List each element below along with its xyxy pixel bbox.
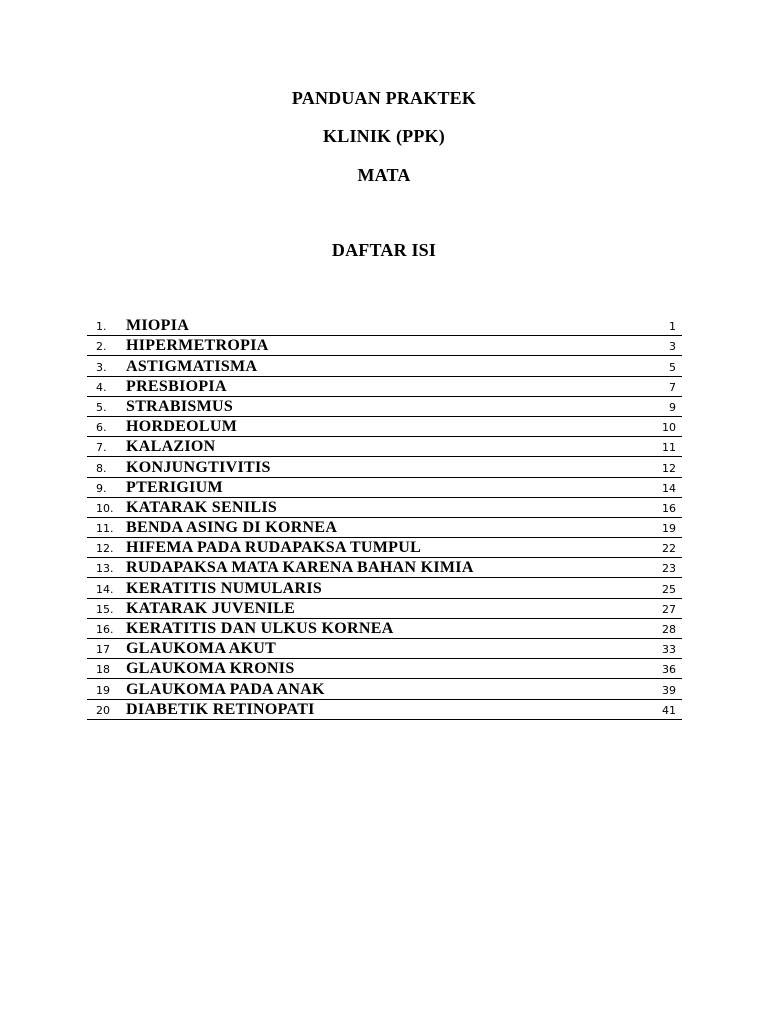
toc-entry-title: DIABETIK RETINOPATI <box>126 700 315 718</box>
toc-heading: DAFTAR ISI <box>331 240 437 260</box>
toc-row <box>87 437 682 457</box>
table-of-contents <box>87 316 682 720</box>
toc-entry-title: PRESBIOPIA <box>126 377 227 395</box>
toc-entry-number: 14. <box>96 582 114 596</box>
toc-row <box>87 599 682 619</box>
toc-row <box>87 639 682 659</box>
toc-row <box>87 659 682 679</box>
toc-entry-title: ASTIGMATISMA <box>126 357 258 375</box>
toc-entry-number: 20 <box>96 703 110 717</box>
toc-entry-title: GLAUKOMA AKUT <box>126 640 277 658</box>
toc-entry-number: 13. <box>96 562 114 576</box>
toc-entry-title: KERATITIS NUMULARIS <box>126 579 323 597</box>
toc-entry-title: HIFEMA PADA RUDAPAKSA TUMPUL <box>126 539 422 557</box>
toc-entry-page: 27 <box>662 602 676 616</box>
toc-entry-page: 22 <box>662 542 676 556</box>
toc-entry-number: 4. <box>96 380 107 394</box>
toc-entry-page: 19 <box>662 522 676 536</box>
toc-entry-page: 7 <box>669 380 676 394</box>
toc-entry-page: 10 <box>662 421 676 435</box>
toc-entry-page: 9 <box>669 400 676 414</box>
toc-row <box>87 498 682 518</box>
toc-row <box>87 397 682 417</box>
toc-entry-number: 8. <box>96 461 107 475</box>
toc-row <box>87 619 682 639</box>
toc-entry-number: 6. <box>96 421 107 435</box>
toc-entry-number: 1. <box>96 320 107 334</box>
toc-row <box>87 679 682 699</box>
toc-entry-title: KATARAK SENILIS <box>126 498 278 516</box>
document-title-line-2: KLINIK (PPK) <box>323 126 445 146</box>
toc-entry-number: 12. <box>96 542 114 556</box>
toc-entry-title: HIPERMETROPIA <box>126 337 269 355</box>
toc-entry-number: 19 <box>96 683 110 697</box>
toc-row <box>87 417 682 437</box>
toc-row <box>87 538 682 558</box>
toc-entry-title: GLAUKOMA PADA ANAK <box>126 680 325 698</box>
toc-entry-page: 12 <box>662 461 676 475</box>
toc-entry-number: 5. <box>96 400 107 414</box>
toc-entry-page: 36 <box>662 663 676 677</box>
toc-entry-title: KALAZION <box>126 438 216 456</box>
toc-row <box>87 700 682 720</box>
toc-row <box>87 457 682 477</box>
toc-entry-title: KONJUNGTIVITIS <box>126 458 271 476</box>
toc-entry-title: BENDA ASING DI KORNEA <box>126 519 338 537</box>
toc-entry-page: 41 <box>662 703 676 717</box>
toc-entry-page: 39 <box>662 683 676 697</box>
toc-entry-number: 16. <box>96 623 114 636</box>
toc-entry-page: 1 <box>669 320 676 334</box>
toc-row <box>87 558 682 578</box>
document-title-line-1: PANDUAN PRAKTEK <box>291 88 477 108</box>
toc-entry-number: 3. <box>96 360 107 374</box>
toc-entry-page: 11 <box>662 441 676 455</box>
toc-entry-number: 10. <box>96 501 114 515</box>
toc-entry-title: KATARAK JUVENILE <box>126 599 296 617</box>
toc-entry-page: 5 <box>669 360 676 374</box>
toc-entry-number: 17 <box>96 643 110 657</box>
toc-row <box>87 356 682 376</box>
toc-row <box>87 377 682 397</box>
toc-entry-title: STRABISMUS <box>126 397 234 415</box>
toc-entry-page: 3 <box>669 340 676 354</box>
toc-row <box>87 336 682 356</box>
toc-entry-number: 11. <box>96 522 114 536</box>
toc-row <box>87 518 682 538</box>
toc-entry-page: 25 <box>662 582 676 596</box>
toc-entry-title: GLAUKOMA KRONIS <box>126 660 295 678</box>
document-title-line-3: MATA <box>357 165 411 185</box>
toc-entry-page: 23 <box>662 562 676 576</box>
toc-entry-title: PTERIGIUM <box>126 478 223 496</box>
toc-row <box>87 316 682 336</box>
toc-row <box>87 578 682 598</box>
toc-entry-number: 15. <box>96 602 114 616</box>
toc-entry-title: RUDAPAKSA MATA KARENA BAHAN KIMIA <box>126 559 474 577</box>
toc-entry-page: 28 <box>662 623 676 636</box>
toc-entry-number: 7. <box>96 441 107 455</box>
toc-entry-title: HORDEOLUM <box>126 418 238 436</box>
toc-entry-number: 2. <box>96 340 107 354</box>
toc-entry-page: 33 <box>662 643 676 657</box>
toc-entry-page: 16 <box>662 501 676 515</box>
toc-entry-number: 9. <box>96 481 107 495</box>
toc-entry-title: MIOPIA <box>126 317 190 335</box>
toc-entry-number: 18 <box>96 663 110 677</box>
toc-row <box>87 478 682 498</box>
toc-entry-title: KERATITIS DAN ULKUS KORNEA <box>126 620 394 637</box>
toc-entry-page: 14 <box>662 481 676 495</box>
